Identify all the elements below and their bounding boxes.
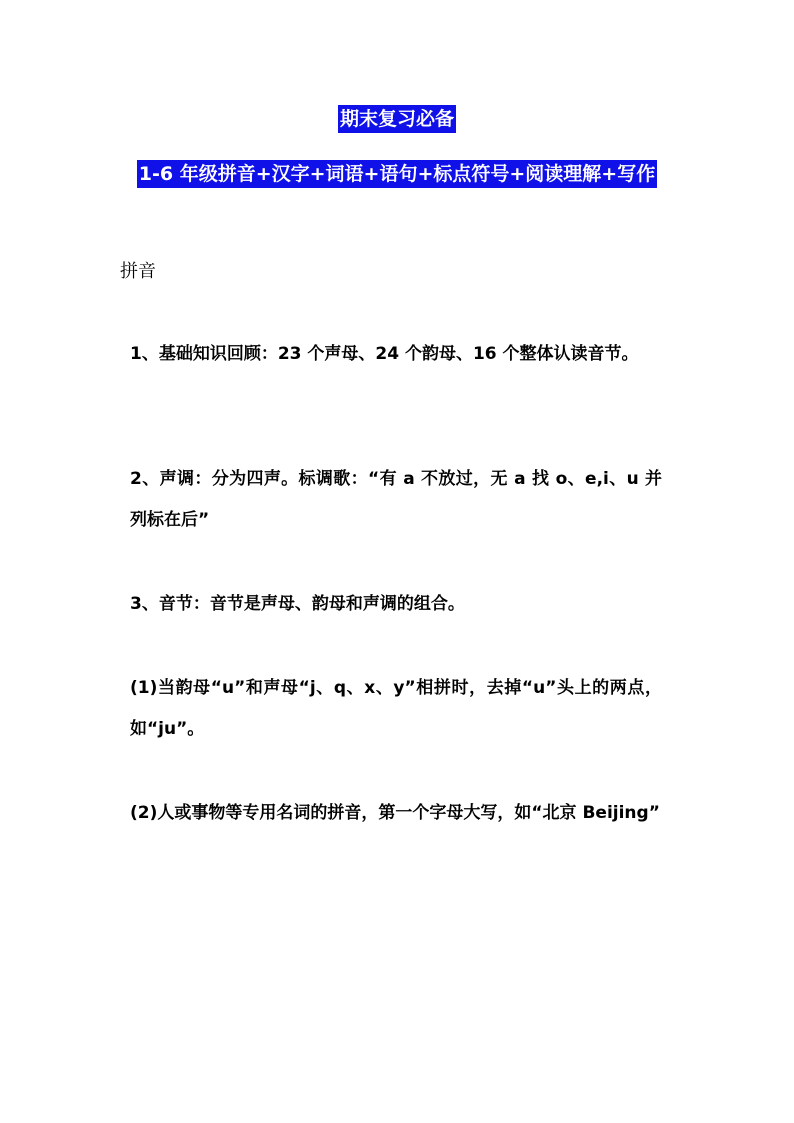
section-heading: 拼音	[120, 261, 156, 282]
paragraph-tones: 2、声调：分为四声。标调歌：“有 a 不放过，无 a 找 o、e,i、u 并列标在后”	[130, 469, 662, 530]
title-row	[0, 105, 794, 133]
page-title: 期末复习必备	[338, 105, 456, 133]
paragraph-syllables: 3、音节：音节是声母、韵母和声调的组合。	[130, 594, 465, 614]
paragraph-basic-knowledge: 1、基础知识回顾：23 个声母、24 个韵母、16 个整体认读音节。	[130, 344, 639, 364]
subtitle-row	[0, 160, 794, 188]
paragraph-rule-u-umlaut: (1)当韵母“u”和声母“j、q、x、y”相拼时，去掉“u”头上的两点，如“ju”。	[130, 678, 662, 739]
page-subtitle: 1-6 年级拼音+汉字+词语+语句+标点符号+阅读理解+写作	[137, 160, 657, 188]
paragraph-rule-proper-nouns: (2)人或事物等专用名词的拼音，第一个字母大写，如“北京 Beijing”	[130, 803, 660, 823]
